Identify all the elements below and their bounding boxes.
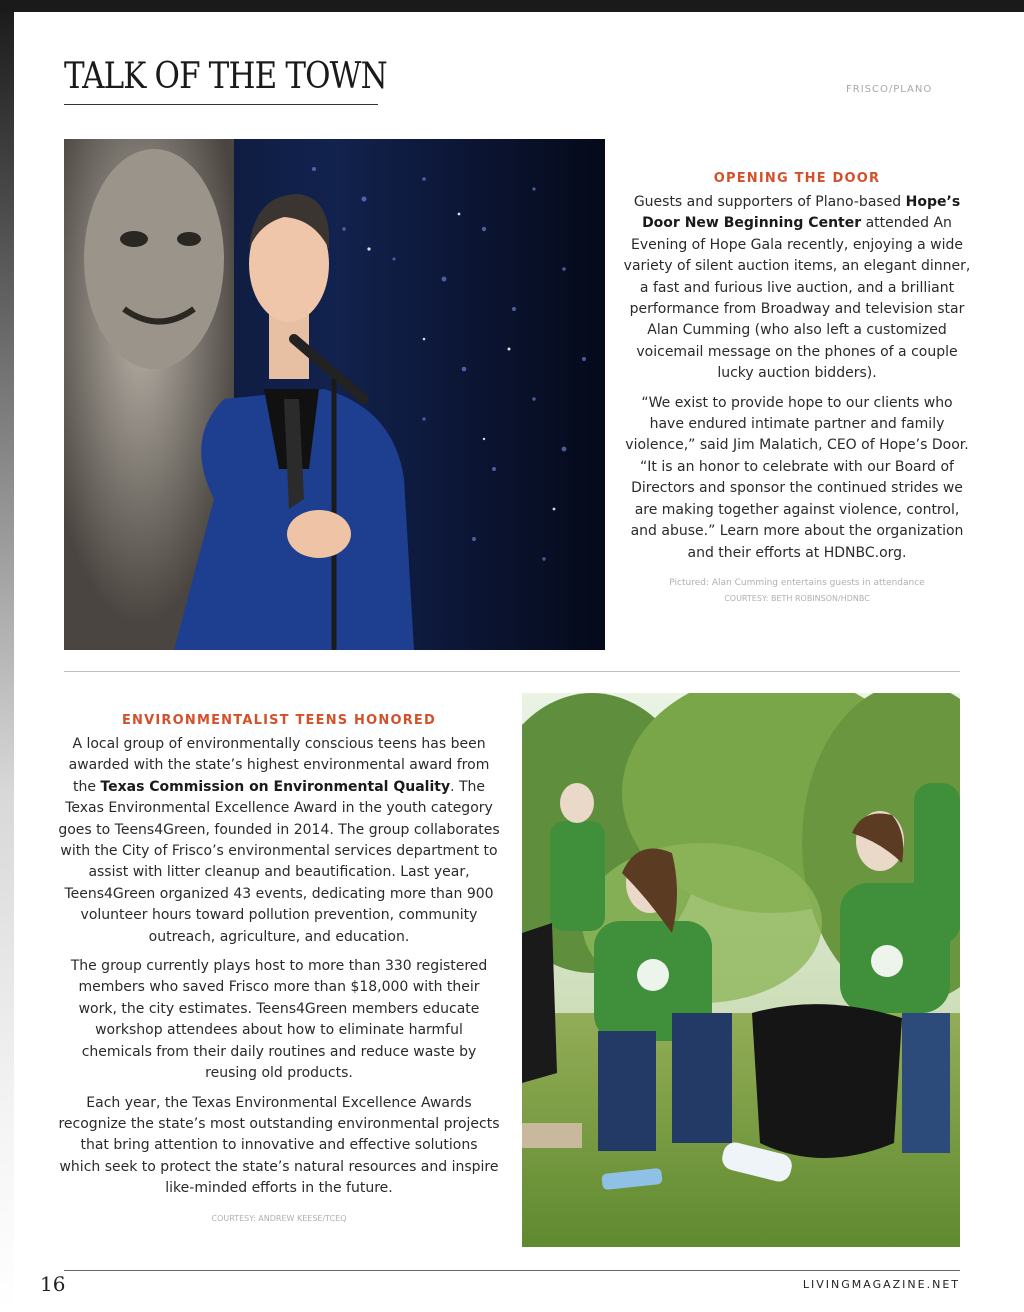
article-environmentalist-teens	[58, 713, 500, 1223]
article-paragraph: “We exist to provide hope to our clients who have endured intimate partner and family violence,” said Jim Malatich, CEO of Hope’s Door. “It is an honor to celebrate with our Board of Directors and sponsor the continued strides we are making together against violence, control, and abuse.” Learn more about the organization and their efforts at HDNBC.org.	[625, 394, 969, 561]
article-paragraph: Each year, the Texas Environmental Excellence Awards recognize the state’s most outstanding environmental projects that bring attention to innovative and effective solutions which seek to protect the state’s natural resources and inspire like-minded efforts in the future.	[58, 1094, 500, 1197]
photo-credit: COURTESY: BETH ROBINSON/HDNBC	[724, 593, 870, 603]
organization-name: Texas Commission on Environmental Quality	[100, 778, 451, 795]
article-paragraph: Guests and supporters of Plano-based Hope’s Door New Beginning Center attended An Evening of Hope Gala recently, enjoying a wide variety of silent auction items, an elegant dinner, a fast and furious live auction, and a brilliant performance from Broadway and television star Alan Cumming (who also left a customized voicemail message on the phones of a couple lucky auction bidders).	[623, 194, 971, 382]
title-underline	[64, 104, 378, 105]
photo-credit: COURTESY: ANDREW KEESE/TCEQ	[211, 1213, 347, 1223]
footer-site-url: LIVINGMAGAZINE.NET	[802, 1278, 960, 1291]
top-bar	[0, 0, 1024, 12]
article-headline: OPENING THE DOOR	[713, 171, 881, 186]
section-divider	[64, 671, 960, 672]
footer-rule	[64, 1270, 960, 1271]
article-headline: ENVIRONMENTALIST TEENS HONORED	[121, 713, 437, 728]
article-opening-the-door	[622, 171, 972, 603]
page-title: TALK OF THE TOWN	[64, 56, 387, 97]
teens-cleanup-photo	[522, 693, 960, 1247]
article-paragraph: A local group of environmentally conscious teens has been awarded with the state’s highest environmental award from the Texas Commission on Environmental Quality. The Texas Environmental Excellence Award in the youth category goes to Teens4Green, founded in 2014. The group collaborates with the City of Frisco’s environmental services department to assist with litter cleanup and beautification. Last year, Teens4Green organized 43 events, dedicating more than 900 volunteer hours toward pollution prevention, community outreach, agriculture, and education.	[58, 736, 500, 945]
photo-caption: Pictured: Alan Cumming entertains guests in attendance	[669, 577, 925, 588]
article-paragraph: The group currently plays host to more than 330 registered members who saved Frisco more than $18,000 with their work, the city estimates. Teens4Green members educate workshop attendees about how to eliminate harmful chemicals from their daily routines and reduce waste by reusing old products.	[70, 958, 488, 1082]
page-number: 16	[40, 1272, 66, 1296]
page-edge-shadow	[0, 12, 14, 1312]
organization-name: Hope’s Door New Beginning Center	[642, 194, 961, 232]
section-label: FRISCO/PLANO	[846, 84, 933, 95]
performer-photo	[64, 139, 605, 650]
